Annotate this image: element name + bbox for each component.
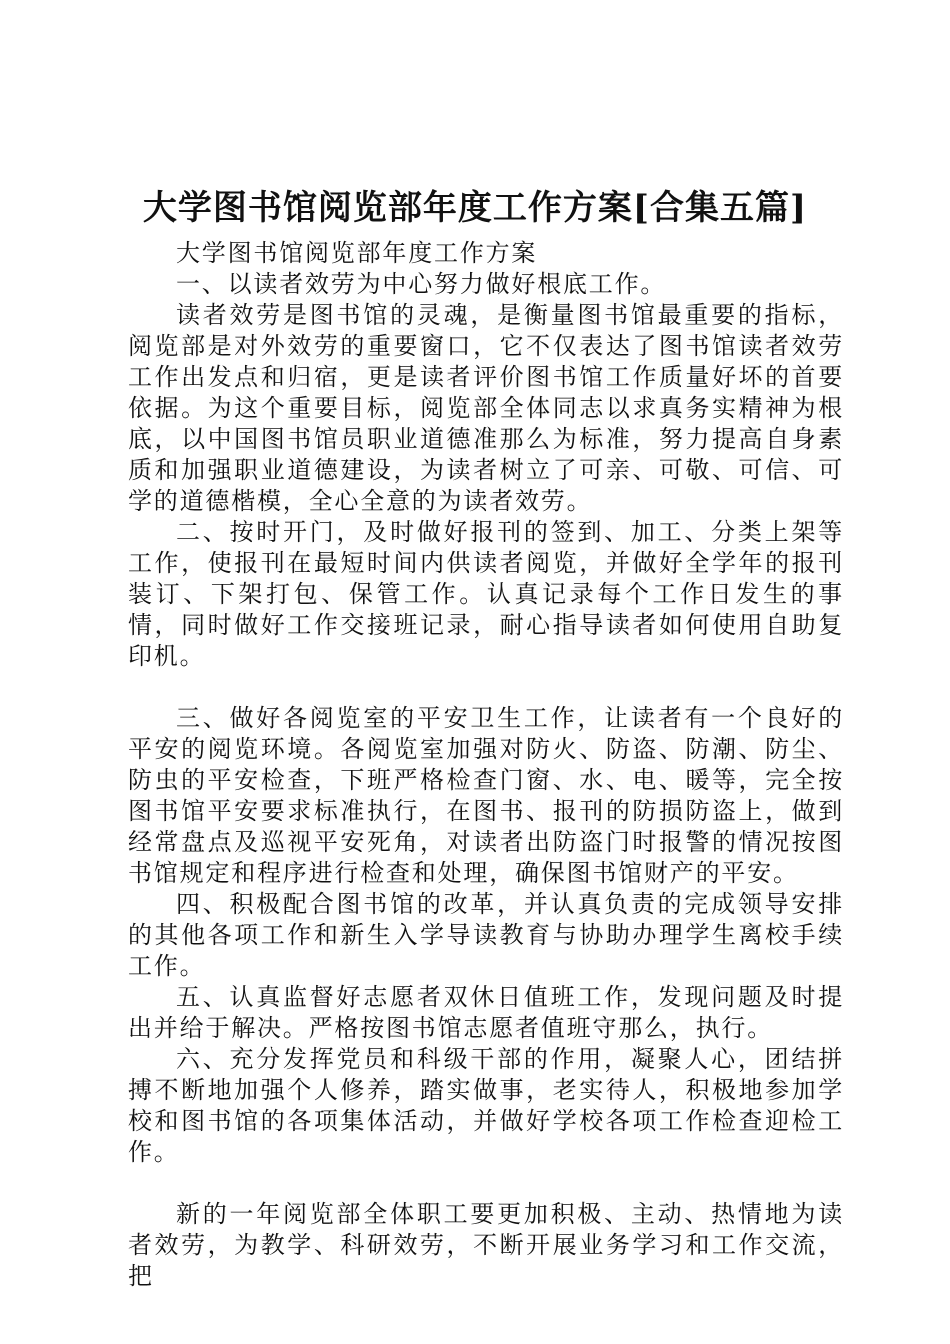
document-subtitle: 大学图书馆阅览部年度工作方案 <box>176 239 538 267</box>
document-body <box>128 238 844 1292</box>
paragraph-2: 读者效劳是图书馆的灵魂，是衡量图书馆最重要的指标，阅览部是对外效劳的重要窗口，它不仅表达了图书馆读者效劳工作出发点和归宿，更是读者评价图书馆工作质量好坏的首要依据。为这个重要目标，阅览部全体同志以求真务实精神为根底，以中国图书馆员职业道德准那么为标准，努力提高自身素质和加强职业道德建设，为读者树立了可亲、可敬、可信、可学的道德楷模，全心全意的为读者效劳。 <box>128 301 844 515</box>
paragraph-7: 六、充分发挥党员和科级干部的作用，凝聚人心，团结拼搏不断地加强个人修养，踏实做事，老实待人，积极地参加学校和图书馆的各项集体活动，并做好学校各项工作检查迎检工作。 <box>128 1045 844 1166</box>
paragraph-4: 三、做好各阅览室的平安卫生工作，让读者有一个良好的平安的阅览环境。各阅览室加强对防火、防盗、防潮、防尘、防虫的平安检查，下班严格检查门窗、水、电、暖等，完全按图书馆平安要求标准执行，在图书、报刊的防损防盗上，做到经常盘点及巡视平安死角，对读者出防盗门时报警的情况按图书馆规定和程序进行检查和处理，确保图书馆财产的平安。 <box>128 704 844 887</box>
paragraph-5: 四、积极配合图书馆的改革，并认真负责的完成领导安排的其他各项工作和新生入学导读教育与协助办理学生离校手续工作。 <box>128 890 844 980</box>
paragraph-1: 一、以读者效劳为中心努力做好根底工作。 <box>176 270 667 298</box>
paragraph-3: 二、按时开门，及时做好报刊的签到、加工、分类上架等工作，使报刊在最短时间内供读者阅览，并做好全学年的报刊装订、下架打包、保管工作。认真记录每个工作日发生的事情，同时做好工作交接班记录，耐心指导读者如何使用自助复印机。 <box>128 518 844 670</box>
document-title: 大学图书馆阅览部年度工作方案[合集五篇] <box>142 188 808 228</box>
paragraph-6: 五、认真监督好志愿者双休日值班工作，发现问题及时提出并给于解决。严格按图书馆志愿者值班守那么，执行。 <box>128 983 844 1042</box>
paragraph-8: 新的一年阅览部全体职工要更加积极、主动、热情地为读者效劳，为教学、科研效劳，不断开展业务学习和工作交流，把 <box>128 1200 844 1290</box>
